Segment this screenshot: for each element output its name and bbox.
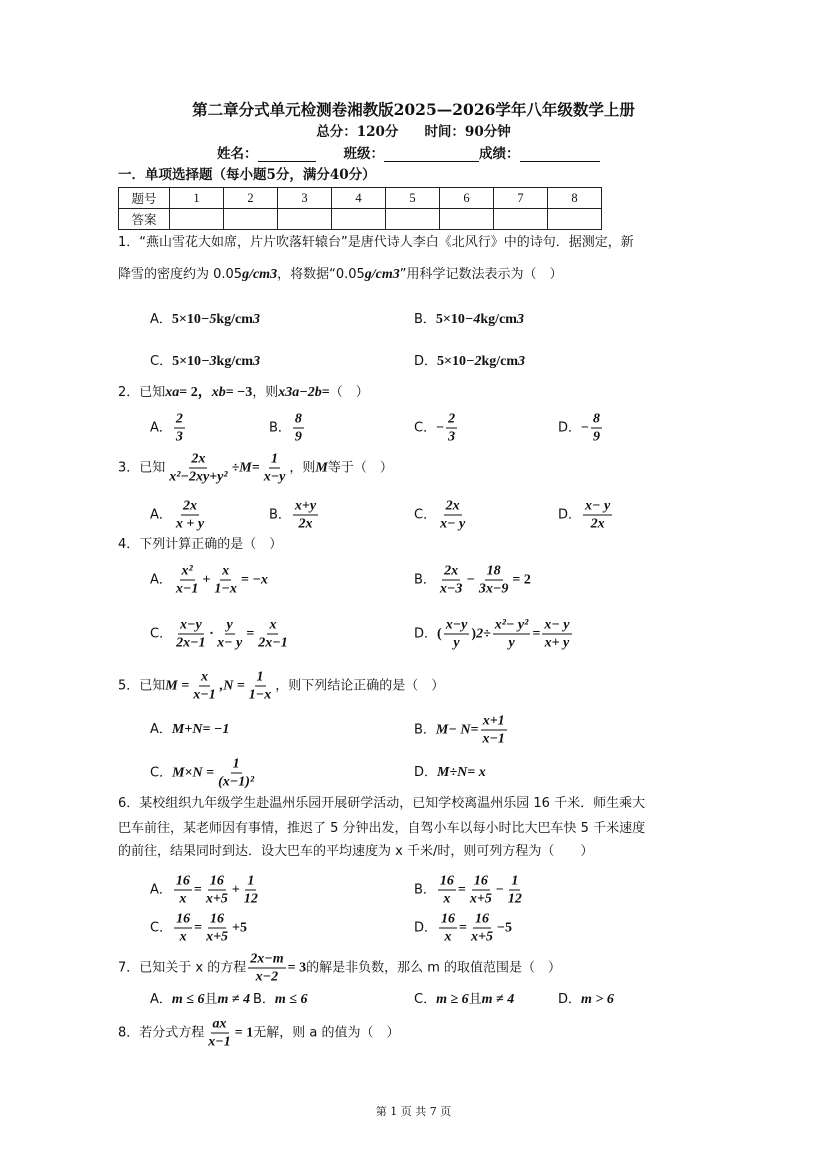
fraction-denominator: x bbox=[179, 891, 187, 907]
math-expression: = 1 bbox=[234, 1025, 254, 1040]
text-run: A． bbox=[150, 572, 172, 587]
fraction bbox=[444, 617, 470, 652]
question-7-option-C[interactable] bbox=[414, 991, 514, 1009]
grade-field[interactable] bbox=[520, 147, 600, 162]
text-run: D． bbox=[558, 992, 582, 1007]
fraction-denominator: (x−1)² bbox=[218, 774, 255, 790]
fraction-denominator: x+ y bbox=[544, 635, 570, 651]
question-3-option-C[interactable] bbox=[414, 498, 469, 533]
answer-cell[interactable] bbox=[170, 209, 224, 230]
math-exponent: −3 bbox=[201, 354, 217, 369]
fraction-numerator: x bbox=[200, 669, 208, 685]
question-2-option-B[interactable] bbox=[269, 411, 306, 446]
math-expression: = 2 bbox=[512, 572, 531, 587]
answer-cell[interactable] bbox=[440, 209, 494, 230]
math-expression: 5×10 bbox=[171, 312, 201, 327]
fraction-numerator: 8 bbox=[593, 411, 600, 427]
question-5-option-A[interactable] bbox=[150, 721, 229, 739]
math-exponent: 3 bbox=[270, 267, 278, 282]
fraction bbox=[167, 451, 229, 486]
name-label: 姓名： bbox=[217, 146, 258, 162]
text-run: D． bbox=[414, 626, 438, 641]
text-run: A． bbox=[150, 992, 172, 1007]
fraction-numerator: x− y bbox=[544, 617, 570, 633]
question-1-option-A[interactable] bbox=[150, 311, 260, 329]
math-expression: − bbox=[581, 420, 589, 435]
math-expression: M− N= bbox=[435, 722, 479, 737]
math-exponent: 3 bbox=[516, 312, 524, 327]
question-4-stem bbox=[118, 536, 282, 554]
answer-cell[interactable] bbox=[386, 209, 440, 230]
fraction-numerator: x−y bbox=[179, 617, 202, 633]
math-expression: M×N = bbox=[172, 765, 215, 780]
question-5-stem bbox=[118, 669, 444, 704]
text-run: B． bbox=[414, 312, 436, 327]
math-expression: m ≤ 6 bbox=[274, 992, 308, 1007]
fraction bbox=[212, 563, 238, 598]
question-1-option-D[interactable] bbox=[414, 353, 525, 371]
text-run: 等于（ ） bbox=[327, 460, 393, 475]
fraction-numerator: 1 bbox=[511, 873, 519, 889]
fraction-denominator: 3x−9 bbox=[478, 581, 509, 597]
text-run: C． bbox=[150, 354, 173, 369]
fraction-denominator: 1−x bbox=[248, 687, 272, 703]
question-number-cell: 8 bbox=[548, 188, 602, 209]
fraction-numerator: x²− y² bbox=[494, 617, 529, 633]
fraction-denominator: x−1 bbox=[482, 731, 505, 747]
fraction-denominator: 1−x bbox=[214, 581, 237, 597]
fraction-numerator: 1 bbox=[247, 873, 255, 889]
fraction bbox=[542, 617, 571, 652]
fraction-numerator: y bbox=[226, 617, 233, 633]
math-expression: +5 bbox=[232, 920, 248, 935]
fraction-numerator: 2x bbox=[444, 563, 459, 579]
text-run: 6．某校组织九年级学生赴温州乐园开展研学活动，已知学校离温州乐园 16 千米．师生乘大 bbox=[118, 796, 646, 811]
question-6-stem bbox=[118, 795, 645, 813]
fraction-numerator: 2x−m bbox=[250, 951, 284, 967]
text-run: D． bbox=[414, 765, 438, 780]
math-expression: · bbox=[209, 626, 214, 641]
fraction-denominator: y bbox=[508, 635, 515, 651]
math-expression: = 2， bbox=[179, 385, 212, 400]
fraction bbox=[438, 498, 467, 533]
text-run: （ ） bbox=[329, 385, 369, 400]
question-1-stem bbox=[118, 234, 634, 252]
text-run: 8．若分式方程 bbox=[118, 1025, 205, 1040]
fraction bbox=[438, 563, 464, 598]
student-info-line bbox=[217, 145, 600, 163]
text-run: A． bbox=[150, 507, 172, 522]
fraction-denominator: x−1 bbox=[175, 581, 199, 597]
math-expression: = bbox=[532, 626, 541, 641]
math-exponent: −5 bbox=[200, 312, 217, 327]
fraction-denominator: x+5 bbox=[471, 929, 493, 945]
question-3-option-B[interactable] bbox=[269, 498, 320, 533]
text-run: 巴车前往，某老师因有事情，推迟了 5 分钟出发，自驾小车以每小时比大巴车快 5 千米速度 bbox=[118, 821, 646, 836]
fraction-denominator: x bbox=[444, 929, 452, 945]
text-run: ，将数据“0.05 bbox=[277, 267, 365, 282]
fraction-denominator: x + y bbox=[175, 516, 205, 532]
text-run: C． bbox=[150, 920, 173, 935]
fraction-numerator: 16 bbox=[474, 911, 489, 927]
table-header-label: 题号 bbox=[119, 188, 170, 209]
math-exponent: a bbox=[172, 385, 180, 400]
math-expression: − bbox=[466, 572, 475, 587]
fraction bbox=[256, 617, 289, 652]
fraction bbox=[469, 911, 495, 946]
text-run: 3．已知 bbox=[118, 460, 166, 475]
math-expression: M÷N= x bbox=[437, 765, 486, 780]
math-expression: + bbox=[202, 572, 211, 587]
text-run: C． bbox=[414, 507, 437, 522]
math-exponent: b bbox=[218, 385, 226, 400]
fraction-denominator: x−2 bbox=[255, 969, 279, 985]
fraction-numerator: 2 bbox=[175, 411, 183, 427]
fraction bbox=[206, 1016, 232, 1051]
fraction-numerator: 2x bbox=[445, 498, 460, 514]
text-run: B． bbox=[414, 722, 436, 737]
fraction-denominator: 9 bbox=[593, 429, 600, 445]
fraction bbox=[248, 951, 285, 986]
text-run: 4．下列计算正确的是（ ） bbox=[118, 537, 283, 552]
question-3-stem bbox=[118, 451, 393, 486]
question-7-option-D[interactable] bbox=[558, 991, 614, 1009]
math-expression: −5 bbox=[496, 920, 512, 935]
fraction-numerator: 16 bbox=[176, 911, 191, 927]
question-number-cell: 5 bbox=[386, 188, 440, 209]
exam-title: 第二章分式单元检测卷湘教版2025—2026学年八年级数学上册 bbox=[192, 100, 635, 119]
text-run: B． bbox=[414, 882, 436, 897]
math-exponent: −4 bbox=[464, 312, 481, 327]
fraction bbox=[480, 713, 506, 748]
fraction-denominator: 12 bbox=[243, 891, 258, 907]
math-expression: m ≠ 4 bbox=[481, 992, 515, 1007]
text-run: D． bbox=[558, 507, 582, 522]
fraction-denominator: x²−2xy+y² bbox=[169, 469, 228, 485]
question-number-cell: 2 bbox=[224, 188, 278, 209]
grade-label: 成绩： bbox=[479, 146, 520, 162]
question-2-option-C[interactable] bbox=[414, 411, 459, 446]
question-7-option-B[interactable] bbox=[253, 991, 308, 1009]
question-4-option-D[interactable] bbox=[414, 617, 574, 652]
fraction-denominator: 3 bbox=[448, 429, 456, 445]
text-run: 且 bbox=[468, 992, 482, 1007]
fraction bbox=[204, 911, 230, 946]
fraction-numerator: 16 bbox=[210, 911, 225, 927]
fraction-numerator: 16 bbox=[175, 873, 190, 889]
math-expression: = bbox=[321, 385, 330, 400]
math-expression: + bbox=[231, 882, 240, 897]
fraction-numerator: ax bbox=[212, 1016, 227, 1032]
text-run: ”用科学记数法表示为（ ） bbox=[399, 267, 563, 282]
math-expression: g/cm bbox=[364, 267, 393, 282]
fraction-numerator: x+y bbox=[294, 498, 317, 514]
question-6-stem bbox=[118, 843, 593, 861]
total-score: 总分：120分 bbox=[316, 124, 399, 140]
text-run: 1．“燕山雪花大如席，片片吹落轩辕台”是唐代诗人李白《北风行》中的诗句．据测定，新 bbox=[118, 235, 634, 250]
fraction-denominator: x− y bbox=[440, 516, 466, 532]
math-exponent: 2 bbox=[476, 626, 484, 641]
math-expression: 5×10 bbox=[437, 354, 466, 369]
math-expression: kg/cm bbox=[216, 312, 253, 327]
question-6-option-C[interactable] bbox=[150, 911, 247, 946]
text-run: ，则 bbox=[252, 385, 279, 400]
fraction-numerator: 16 bbox=[439, 873, 454, 889]
name-field[interactable] bbox=[258, 147, 316, 162]
fraction bbox=[591, 411, 602, 446]
answer-cell[interactable] bbox=[224, 209, 278, 230]
fraction-numerator: x bbox=[269, 617, 277, 633]
fraction bbox=[174, 617, 207, 652]
math-expression: m ≥ 6 bbox=[436, 992, 469, 1007]
question-5-option-D[interactable] bbox=[414, 764, 486, 782]
question-3-option-A[interactable] bbox=[150, 498, 208, 533]
question-6-option-D[interactable] bbox=[414, 911, 512, 946]
fraction bbox=[174, 411, 185, 446]
text-run: C． bbox=[150, 626, 173, 641]
fraction-denominator: x− y bbox=[217, 635, 243, 651]
fraction bbox=[215, 617, 244, 652]
text-run: B． bbox=[253, 992, 275, 1007]
fraction-denominator: x+5 bbox=[205, 891, 228, 907]
fraction bbox=[506, 873, 524, 908]
fraction bbox=[174, 498, 206, 533]
text-run: ，则 bbox=[289, 460, 316, 475]
question-4-option-C[interactable] bbox=[150, 617, 292, 652]
page-footer: 第 1 页 共 7 页 bbox=[375, 1105, 452, 1118]
fraction-numerator: 1 bbox=[256, 669, 264, 685]
math-expression: ÷M= bbox=[231, 460, 260, 475]
fraction bbox=[438, 873, 456, 908]
question-5-option-C[interactable] bbox=[150, 756, 258, 791]
text-run: B． bbox=[269, 420, 291, 435]
text-run: ，则下列结论正确的是（ ） bbox=[275, 678, 445, 693]
text-run: 无解，则 a 的值为（ ） bbox=[253, 1025, 400, 1040]
math-expression: m > 6 bbox=[581, 992, 614, 1007]
fraction bbox=[174, 563, 200, 598]
text-run: B． bbox=[269, 507, 291, 522]
fraction bbox=[242, 873, 260, 908]
fraction bbox=[468, 873, 494, 908]
fraction-numerator: 16 bbox=[209, 873, 224, 889]
text-run: D． bbox=[414, 354, 438, 369]
text-run: 的前往，结果同时到达．设大巴车的平均速度为 x 千米/时，则可列方程为（ ） bbox=[118, 844, 594, 859]
math-expression: x bbox=[278, 385, 286, 400]
math-expression: m ≤ 6 bbox=[171, 992, 205, 1007]
text-run: 的解是非负数，那么 m 的取值范围是（ ） bbox=[306, 960, 562, 975]
text-run: 5．已知 bbox=[118, 678, 166, 693]
math-expression: = bbox=[194, 920, 203, 935]
question-4-option-B[interactable] bbox=[414, 563, 531, 598]
math-expression: = bbox=[459, 920, 467, 935]
math-expression: M bbox=[315, 460, 328, 475]
fraction-denominator: 2x−1 bbox=[176, 635, 206, 651]
math-expression: M+N= −1 bbox=[171, 722, 230, 737]
math-exponent: 3 bbox=[392, 267, 400, 282]
section-heading: 一．单项选择题（每小题5分，满分40分） bbox=[118, 167, 376, 183]
math-expression: m ≠ 4 bbox=[217, 992, 251, 1007]
math-expression: = bbox=[193, 882, 202, 897]
question-2-option-A[interactable] bbox=[150, 411, 187, 446]
question-7-stem bbox=[118, 951, 561, 986]
math-expression: x bbox=[165, 385, 173, 400]
fraction-numerator: 2x bbox=[183, 498, 197, 514]
score-time-line bbox=[0, 123, 827, 141]
answer-cell[interactable] bbox=[278, 209, 332, 230]
math-expression: 5×10 bbox=[172, 354, 202, 369]
fraction-denominator: 12 bbox=[507, 891, 522, 907]
math-expression: kg/cm bbox=[216, 354, 254, 369]
answer-cell[interactable] bbox=[494, 209, 548, 230]
question-6-option-B[interactable] bbox=[414, 873, 526, 908]
question-number-cell: 6 bbox=[440, 188, 494, 209]
fraction-numerator: 16 bbox=[441, 911, 456, 927]
fraction bbox=[293, 498, 318, 533]
question-2-option-D[interactable] bbox=[558, 411, 604, 446]
fraction-numerator: x− y bbox=[585, 498, 611, 514]
math-expression: = −3 bbox=[225, 385, 253, 400]
fraction-numerator: 1 bbox=[232, 756, 240, 772]
math-expression: − bbox=[495, 882, 504, 897]
fraction-numerator: x bbox=[222, 563, 230, 579]
text-run: D． bbox=[558, 420, 582, 435]
fraction-numerator: x+1 bbox=[482, 713, 505, 729]
question-1-option-B[interactable] bbox=[414, 311, 524, 329]
text-run: A． bbox=[150, 882, 172, 897]
fraction bbox=[583, 498, 612, 533]
text-run: A． bbox=[150, 312, 172, 327]
answer-cell[interactable] bbox=[332, 209, 386, 230]
fraction bbox=[262, 451, 288, 486]
text-run: B． bbox=[414, 572, 436, 587]
text-run: 2．已知 bbox=[118, 385, 166, 400]
question-number-cell: 7 bbox=[494, 188, 548, 209]
math-expression: kg/cm bbox=[480, 312, 517, 327]
question-number-cell: 3 bbox=[278, 188, 332, 209]
fraction bbox=[446, 411, 457, 446]
fraction-denominator: x+5 bbox=[206, 929, 229, 945]
math-expression: ,N = bbox=[219, 678, 245, 693]
fraction-numerator: 1 bbox=[271, 451, 279, 467]
fraction bbox=[247, 669, 273, 704]
table-answer-label: 答案 bbox=[119, 209, 170, 230]
question-4-option-A[interactable] bbox=[150, 563, 268, 598]
text-run: 7．已知关于 x 的方程 bbox=[118, 960, 247, 975]
fraction-denominator: 3 bbox=[175, 429, 183, 445]
math-expression: = bbox=[457, 882, 466, 897]
math-expression: M = bbox=[165, 678, 190, 693]
question-6-stem bbox=[118, 820, 645, 838]
question-1-option-C[interactable] bbox=[150, 353, 260, 371]
question-number-cell: 1 bbox=[170, 188, 224, 209]
fraction bbox=[477, 563, 510, 598]
answer-table bbox=[118, 187, 602, 230]
fraction-denominator: x bbox=[179, 929, 187, 945]
fraction-numerator: 18 bbox=[486, 563, 501, 579]
fraction-numerator: 16 bbox=[473, 873, 488, 889]
fraction-denominator: x bbox=[443, 891, 451, 907]
math-expression: ÷ bbox=[483, 626, 491, 641]
math-expression: ( bbox=[437, 626, 442, 641]
text-run: A． bbox=[150, 420, 172, 435]
fraction-numerator: 2x bbox=[191, 451, 206, 467]
text-run: D． bbox=[414, 920, 438, 935]
text-run: C． bbox=[414, 992, 437, 1007]
text-run: C． bbox=[150, 765, 173, 780]
fraction bbox=[216, 756, 256, 791]
fraction-denominator: 2x bbox=[590, 516, 605, 532]
math-expression: = −x bbox=[240, 572, 268, 587]
fraction-numerator: x−y bbox=[445, 617, 468, 633]
question-5-option-B[interactable] bbox=[414, 713, 509, 748]
question-7-option-A[interactable] bbox=[150, 991, 250, 1009]
math-exponent: 3a−2b bbox=[285, 385, 322, 400]
math-exponent: 3 bbox=[253, 354, 261, 369]
question-2-stem bbox=[118, 384, 369, 402]
math-exponent: 3 bbox=[518, 354, 526, 369]
fraction-denominator: x+5 bbox=[469, 891, 492, 907]
fraction-denominator: 9 bbox=[294, 429, 302, 445]
fraction-denominator: 2x bbox=[298, 516, 313, 532]
math-expression: kg/cm bbox=[481, 354, 519, 369]
fraction-numerator: 8 bbox=[294, 411, 302, 427]
fraction-denominator: 2x−1 bbox=[258, 635, 288, 651]
fraction-denominator: x−1 bbox=[193, 687, 216, 703]
exam-time: 时间：90分钟 bbox=[424, 124, 511, 140]
fraction bbox=[174, 911, 192, 946]
text-run: 降雪的密度约为 0.05 bbox=[118, 267, 243, 282]
math-exponent: −2 bbox=[466, 354, 482, 369]
fraction bbox=[174, 873, 192, 908]
question-8-stem bbox=[118, 1016, 399, 1051]
class-label: 班级： bbox=[343, 146, 384, 162]
text-run: C． bbox=[414, 420, 437, 435]
question-1-stem bbox=[118, 266, 563, 284]
math-expression: g/cm bbox=[242, 267, 271, 282]
math-expression: − bbox=[436, 420, 445, 435]
math-expression: = bbox=[246, 626, 255, 641]
fraction-numerator: 2 bbox=[448, 411, 456, 427]
class-field[interactable] bbox=[384, 147, 479, 162]
question-6-option-A[interactable] bbox=[150, 873, 262, 908]
fraction-denominator: x−1 bbox=[208, 1034, 231, 1050]
fraction bbox=[439, 911, 457, 946]
answer-cell[interactable] bbox=[548, 209, 602, 230]
fraction-denominator: y bbox=[453, 635, 460, 651]
fraction bbox=[191, 669, 217, 704]
fraction-numerator: x² bbox=[181, 563, 193, 579]
fraction-denominator: x−3 bbox=[439, 581, 463, 597]
question-3-option-D[interactable] bbox=[558, 498, 614, 533]
math-exponent: 3 bbox=[252, 312, 260, 327]
math-expression: x bbox=[211, 385, 219, 400]
fraction bbox=[493, 617, 531, 652]
text-run: 且 bbox=[204, 992, 218, 1007]
fraction-denominator: x−y bbox=[263, 469, 286, 485]
math-expression: 5×10 bbox=[435, 312, 465, 327]
math-expression: = 3 bbox=[287, 960, 307, 975]
fraction bbox=[293, 411, 304, 446]
question-number-cell: 4 bbox=[332, 188, 386, 209]
math-expression: ) bbox=[471, 626, 477, 641]
text-run: A． bbox=[150, 722, 172, 737]
fraction bbox=[204, 873, 230, 908]
